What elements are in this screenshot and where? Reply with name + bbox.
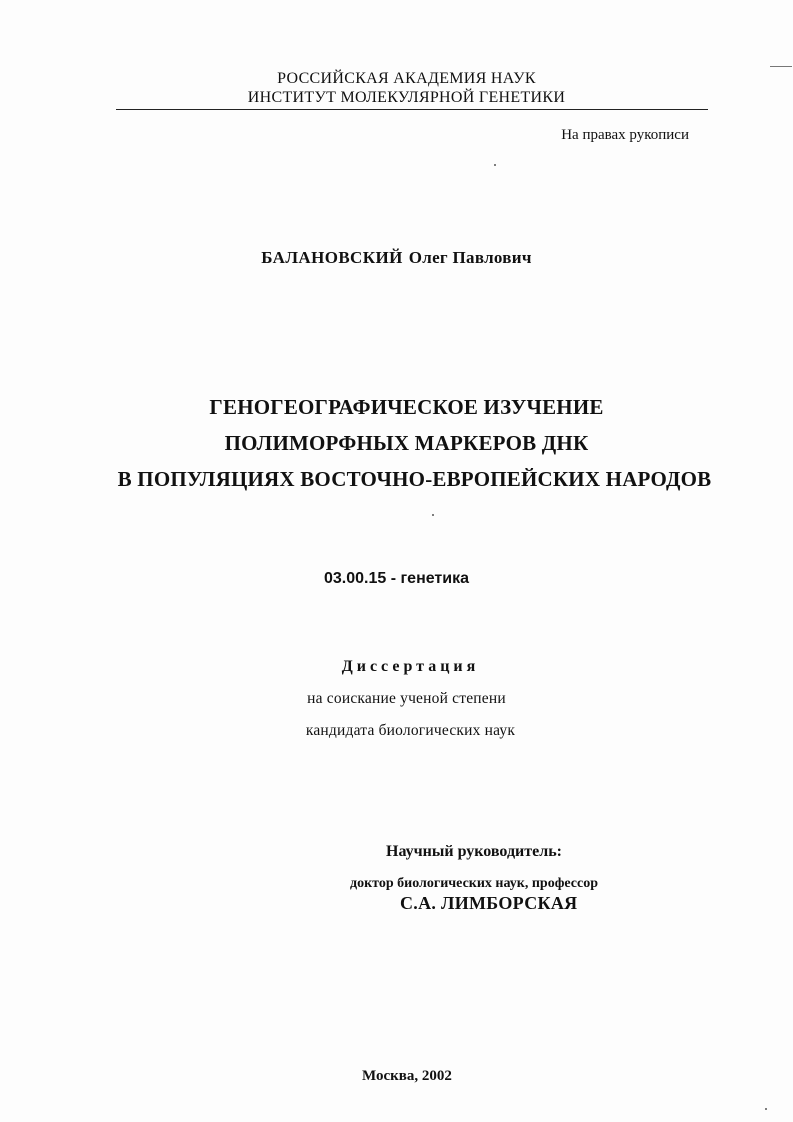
author-given-names: Олег Павлович [408, 248, 532, 267]
supervisor-degree: доктор биологических наук, профессор [350, 876, 598, 891]
manuscript-rights-note: На правах рукописи [561, 127, 689, 143]
organization-name: РОССИЙСКАЯ АКАДЕМИЯ НАУК [277, 70, 536, 87]
thesis-title-line: ГЕНОГЕОГРАФИЧЕСКОЕ ИЗУЧЕНИЕ [209, 395, 604, 419]
scan-speck [432, 514, 434, 516]
supervisor-label: Научный руководитель: [386, 843, 562, 860]
degree-purpose-line: на соискание ученой степени [307, 690, 506, 707]
dissertation-label: Диссертация [341, 658, 480, 675]
supervisor-name: С.А. ЛИМБОРСКАЯ [400, 893, 578, 913]
author-name [0, 248, 793, 268]
header-divider [116, 109, 708, 110]
scan-speck [765, 1108, 767, 1110]
thesis-title-line: В ПОПУЛЯЦИЯХ ВОСТОЧНО-ЕВРОПЕЙСКИХ НАРОДОВ [117, 467, 712, 491]
scan-speck [494, 164, 496, 166]
place-and-year: Москва, 2002 [362, 1068, 452, 1084]
author-surname: БАЛАНОВСКИЙ [261, 248, 403, 267]
specialty-code: 03.00.15 - генетика [324, 570, 469, 587]
thesis-title-line: ПОЛИМОРФНЫХ МАРКЕРОВ ДНК [224, 431, 589, 455]
degree-name-line: кандидата биологических наук [305, 722, 516, 739]
scan-corner-mark [770, 66, 792, 67]
institute-name: ИНСТИТУТ МОЛЕКУЛЯРНОЙ ГЕНЕТИКИ [247, 89, 566, 106]
